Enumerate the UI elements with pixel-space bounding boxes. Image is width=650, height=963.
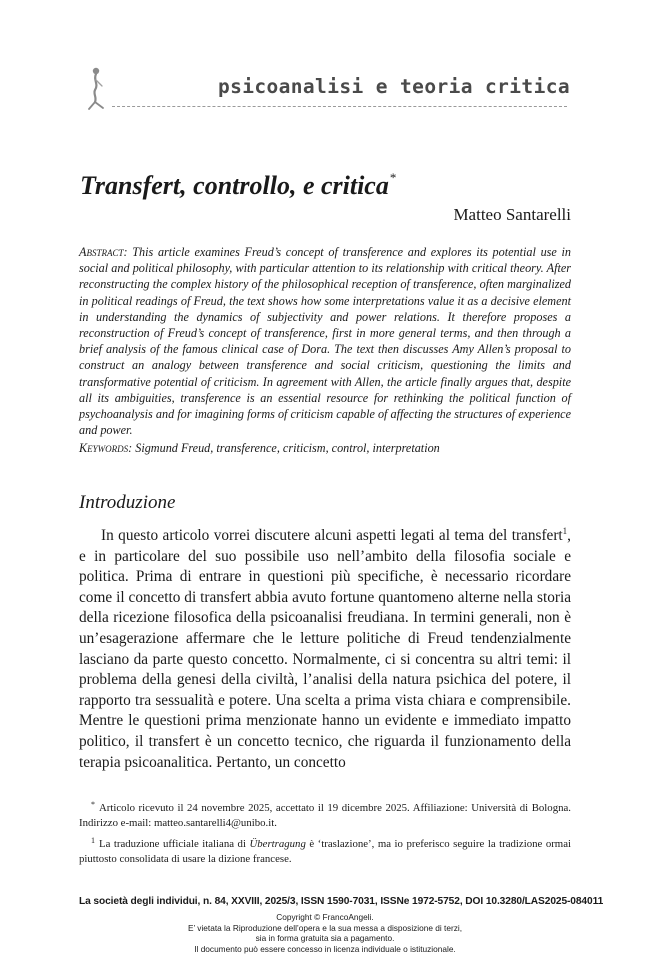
copyright-notice: [79, 912, 571, 954]
paragraph-rest: , e in particolare del suo possibile uso nell’ambito della filosofia sociale e politica. Prima di entrare in questioni più specifiche, è necessario ricordare come il concetto di transfert abbia avuto fortune quantomeno alterne nella storia della ricezione filosofica della psicoanalisi freudiana. In termini generali, non è un’esagerazione affermare che le letture politiche di Freud tendenzialmente lasciano da parte questo concetto. Normalmente, ci si concentra su altri temi: il problema della genesi della civiltà, l’analisi della natura psichica del potere, il rapporto tra sessualità e potere. Una scelta a prima vista chiara e comprensibile. Mentre le questioni prima menzionate hanno un evidente e immediato impatto politico, il transfert è un concetto tecnico, che riguarda il funzionamento della terapia psicoanalitica. Pertanto, un concetto: [79, 527, 571, 771]
footnote-ref[interactable]: 1: [562, 525, 568, 536]
series-title: psicoanalisi e teoria critica: [217, 75, 570, 98]
abstract-label: Abstract:: [79, 245, 128, 259]
footnote-text: Articolo ricevuto il 24 novembre 2025, accettato il 19 dicembre 2025. Affiliazione: Università di Bologna. Indirizzo e-mail: matteo.santarelli4@unibo.it.: [79, 802, 571, 829]
body-paragraph: [79, 526, 571, 773]
author-name: Matteo Santarelli: [453, 205, 571, 224]
footnote-italic-term: Übertragung: [249, 838, 306, 850]
keywords-label: Keywords:: [79, 441, 133, 455]
header-dashed-rule: [112, 106, 567, 107]
article-title: [80, 170, 396, 201]
footnote-item: [79, 833, 571, 867]
section-heading: Introduzione: [79, 492, 176, 513]
abstract: [79, 244, 571, 438]
abstract-text: This article examines Freud’s concept of transference and explores its potential use in social and political philosophy, with particular attention to its relationship with critical theory. After reconstructing the complex history of the philosophical reception of transference, often marginalized in political readings of Freud, the text shows how some interpretations value it as a decisive element in understanding the dynamics of subjectivity and power relations. It therefore proposes a reconstruction of Freud’s concept of transference, first in more general terms, and then through a brief analysis of the famous clinical case of Dora. The text then discusses Amy Allen’s proposal to construct an analogy between transference and social criticism, questioning the limits and transformative potential of criticism. In agreement with Allen, the article finally argues that, despite all its ambiguities, transference is an essential resource for rethinking the political function of psychoanalysis and for imagining forms of criticism capable of affecting the structures of experience and power.: [79, 245, 572, 438]
paragraph-start: In questo articolo vorrei discutere alcuni aspetti legati al tema del transfert: [101, 527, 563, 544]
copyright-line: E’ vietata la Riproduzione dell’opera e la sua messa a disposizione di terzi,: [187, 922, 463, 933]
footnote-text-after: è ‘traslazione’, ma io preferisco seguire la tradizione ormai piuttosto consolidata di usare la dizione francese.: [79, 838, 571, 865]
standing-figure-icon: [82, 66, 110, 110]
footnote-item: [79, 797, 571, 831]
series-header: [72, 62, 572, 112]
footnotes: [79, 797, 571, 869]
footnote-mark: 1: [91, 836, 95, 845]
copyright-line: sia in forma gratuita sia a pagamento.: [255, 933, 395, 944]
title-note-mark: *: [389, 170, 397, 185]
footnote-text-before: La traduzione ufficiale italiana di: [99, 838, 250, 850]
keywords: [79, 440, 571, 456]
journal-citation: La società degli individui, n. 84, XXVIII, 2025/3, ISSN 1590-7031, ISSNe 1972-5752, DOI 10.3280/LAS2025-084011: [79, 896, 604, 907]
keywords-text: Sigmund Freud, transference, criticism, control, interpretation: [135, 441, 440, 455]
copyright-line: Il documento può essere concesso in licenza individuale o istituzionale.: [194, 943, 456, 954]
footnote-mark: *: [91, 800, 95, 809]
copyright-line: Copyright © FrancoAngeli.: [276, 912, 374, 922]
article-title-text: Transfert, controllo, e critica: [80, 171, 389, 200]
